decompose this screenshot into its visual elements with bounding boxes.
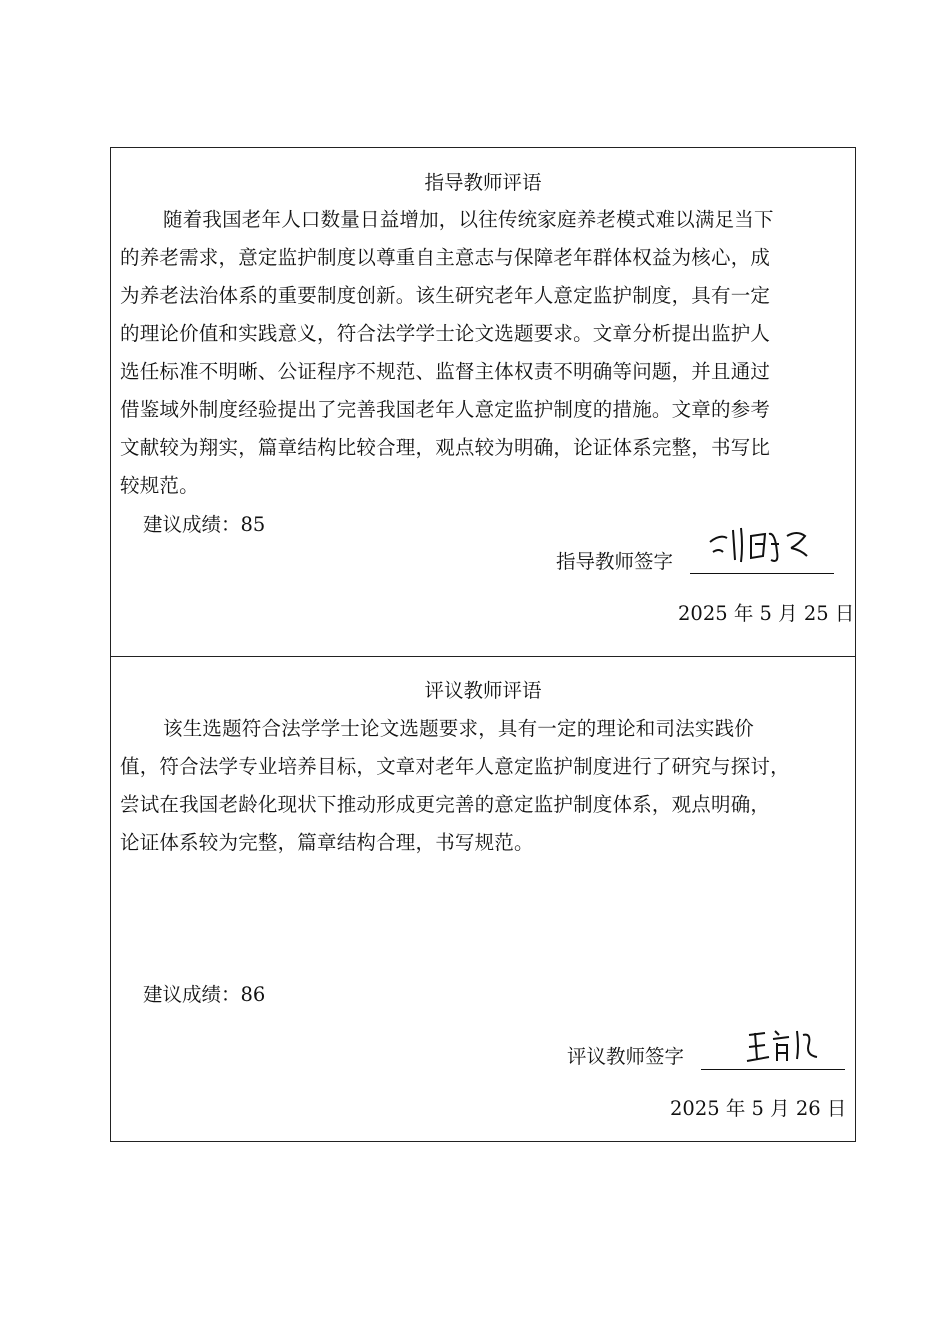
reviewer-comment-line: 论证体系较为完整，篇章结构合理，书写规范。 — [120, 831, 534, 854]
reviewer-signature-image — [745, 1025, 825, 1070]
advisor-suggested-grade: 建议成绩：85 — [143, 513, 266, 536]
advisor-comment-line: 随着我国老年人口数量日益增加，以往传统家庭养老模式难以满足当下 — [163, 208, 774, 231]
advisor-signature-image — [705, 522, 815, 567]
section-divider — [110, 656, 856, 657]
advisor-comment-line: 借鉴域外制度经验提出了完善我国老年人意定监护制度的措施。文章的参考 — [120, 398, 771, 421]
reviewer-comment-title: 评议教师评语 — [424, 679, 542, 702]
advisor-comment-line: 选任标准不明晰、公证程序不规范、监督主体权责不明确等问题，并且通过 — [120, 360, 771, 383]
reviewer-comment-line: 该生选题符合法学学士论文选题要求，具有一定的理论和司法实践价 — [163, 717, 755, 740]
reviewer-date: 2025 年 5 月 26 日 — [670, 1097, 847, 1120]
reviewer-signature-line — [701, 1069, 845, 1070]
advisor-comment-line: 的理论价值和实践意义，符合法学学士论文选题要求。文章分析提出监护人 — [120, 322, 771, 345]
reviewer-suggested-grade: 建议成绩：86 — [143, 983, 266, 1006]
advisor-signature-label: 指导教师签字 — [556, 550, 674, 573]
advisor-comment-line: 为养老法治体系的重要制度创新。该生研究老年人意定监护制度，具有一定 — [120, 284, 771, 307]
reviewer-signature-label: 评议教师签字 — [567, 1045, 685, 1068]
advisor-comment-line: 较规范。 — [120, 474, 199, 497]
advisor-comment-line: 的养老需求，意定监护制度以尊重自主意志与保障老年群体权益为核心，成 — [120, 246, 771, 269]
reviewer-comment-line: 尝试在我国老龄化现状下推动形成更完善的意定监护制度体系，观点明确， — [120, 793, 771, 816]
reviewer-comment-line: 值，符合法学专业培养目标，文章对老年人意定监护制度进行了研究与探讨， — [120, 755, 790, 778]
advisor-comment-line: 文献较为翔实，篇章结构比较合理，观点较为明确，论证体系完整，书写比 — [120, 436, 771, 459]
advisor-date: 2025 年 5 月 25 日 — [678, 602, 855, 625]
advisor-signature-line — [690, 573, 834, 574]
advisor-comment-title: 指导教师评语 — [424, 171, 542, 194]
